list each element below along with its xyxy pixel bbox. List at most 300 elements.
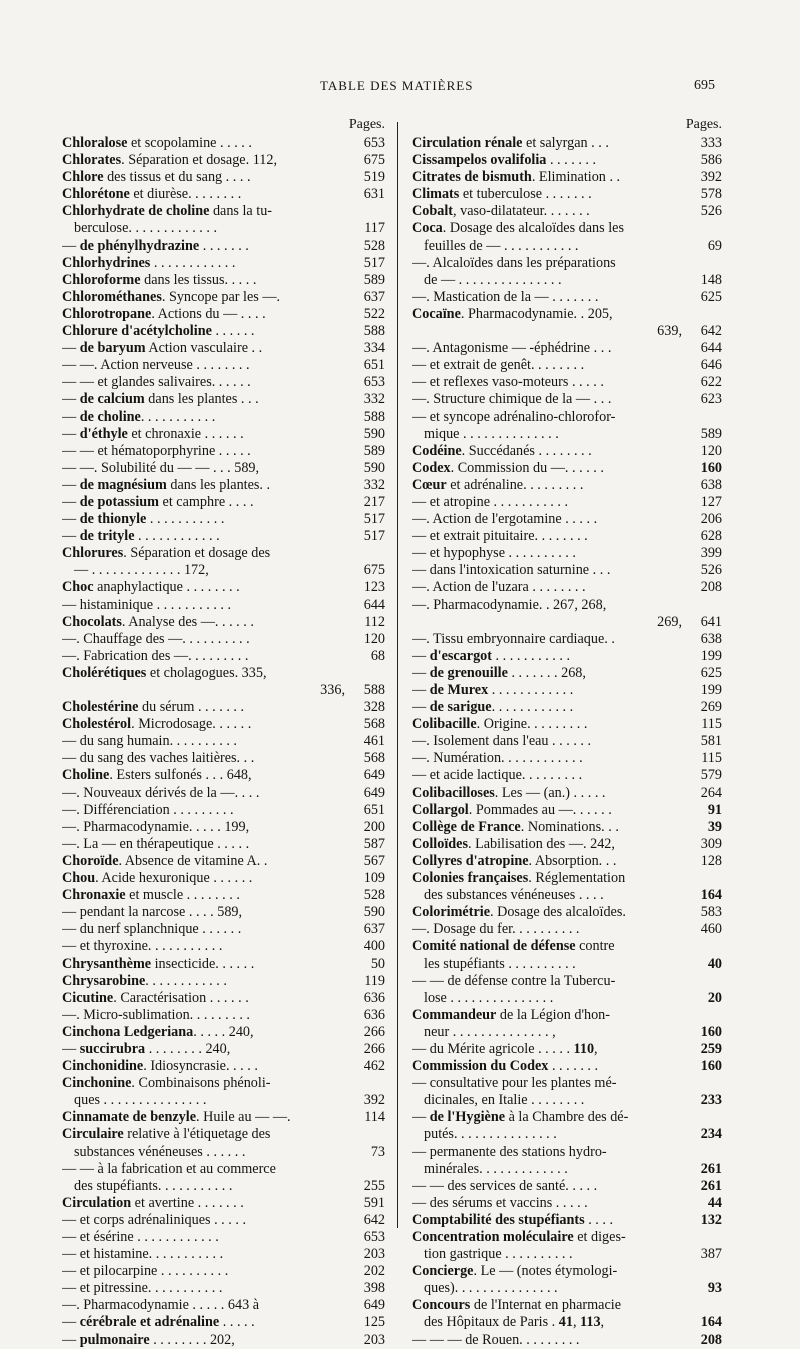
entry-text: Choline. Esters sulfonés . . . 648, (62, 767, 252, 784)
entry-text: — et extrait pituitaire. . . . . . . . (412, 528, 588, 545)
entry-text: — — et hématoporphyrine . . . . . (62, 442, 251, 459)
entry-page-number: 332 (361, 477, 385, 494)
entry-text: — et syncope adrénalino-chlorofor- (412, 408, 616, 425)
index-entry (412, 1041, 722, 1058)
entry-page-number: 590 (361, 904, 385, 921)
index-entry (412, 597, 722, 614)
entry-text: — d'éthyle et chronaxie . . . . . . (62, 425, 244, 442)
index-entry (412, 921, 722, 938)
index-entry (412, 220, 722, 237)
index-entry (412, 238, 722, 255)
entry-text: — et corps adrénaliniques . . . . . (62, 1211, 246, 1228)
entry-text: Codéine. Succédanés . . . . . . . . (412, 442, 592, 459)
entry-page-number: 578 (698, 186, 722, 203)
entry-page-number: 387 (698, 1246, 722, 1263)
index-entry (62, 1195, 385, 1212)
entry-page-number: 587 (361, 836, 385, 853)
entry-page-number: 581 (698, 733, 722, 750)
index-entry (62, 1246, 385, 1263)
entry-text: minérales. . . . . . . . . . . . . (424, 1160, 568, 1177)
index-entry (62, 1178, 385, 1195)
entry-page-number: 675 (361, 152, 385, 169)
entry-page-number: 115 (698, 716, 722, 733)
entry-text: —. Tissu embryonnaire cardiaque. . (412, 630, 615, 647)
entry-text: — permanente des stations hydro- (412, 1143, 607, 1160)
entry-text: — de l'Hygiène à la Chambre des dé- (412, 1109, 629, 1126)
entry-page-number: 93 (705, 1280, 722, 1297)
index-entry (412, 853, 722, 870)
entry-text: —. Action de l'ergotamine . . . . . (412, 511, 598, 528)
index-entry (412, 614, 722, 631)
entry-text: Cinchona Ledgeriana. . . . . 240, (62, 1023, 254, 1040)
index-entry (62, 870, 385, 887)
entry-text: Cicutine. Caractérisation . . . . . . (62, 989, 249, 1006)
entry-page-number: 625 (698, 289, 722, 306)
entry-text: Codex. Commission du —. . . . . . (412, 459, 604, 476)
index-entry (62, 1092, 385, 1109)
index-entry (62, 1280, 385, 1297)
entry-page-number: 233 (698, 1092, 722, 1109)
entry-text: Chrysanthème insecticide. . . . . . (62, 955, 255, 972)
entry-text: Cissampelos ovalifolia . . . . . . . (412, 152, 597, 169)
entry-text: — histaminique . . . . . . . . . . . (62, 596, 232, 613)
entry-page-number: 522 (361, 306, 385, 323)
entry-page-number: 588 (361, 409, 385, 426)
entry-text: des stupéfiants. . . . . . . . . . . (74, 1177, 233, 1194)
entry-page-number: 649 (361, 1297, 385, 1314)
entry-page-number: 259 (698, 1041, 722, 1058)
entry-page-number: 519 (361, 169, 385, 186)
index-entry (412, 1280, 722, 1297)
entry-text: ques . . . . . . . . . . . . . . . (74, 1092, 207, 1109)
page-number: 695 (694, 78, 715, 93)
index-entry (62, 665, 385, 682)
entry-page-number: 644 (698, 340, 722, 357)
index-entry (412, 1246, 722, 1263)
index-entry (412, 836, 722, 853)
index-entry (412, 1058, 722, 1075)
index-entry (412, 904, 722, 921)
column-divider (397, 122, 398, 1228)
entry-text: substances vénéneuses . . . . . . (74, 1143, 246, 1160)
entry-text: — pulmonaire . . . . . . . . 202, (62, 1331, 235, 1348)
entry-page-number: 636 (361, 1007, 385, 1024)
entry-page-number: 68 (368, 648, 385, 665)
entry-text: — et ésérine . . . . . . . . . . . . (62, 1229, 219, 1245)
entry-text: Chlore des tissus et du sang . . . . (62, 169, 251, 186)
entry-text: — et pilocarpine . . . . . . . . . . (62, 1263, 229, 1280)
index-entry (62, 887, 385, 904)
index-entry (62, 203, 385, 220)
entry-text: Chlorhydrate de choline dans la tu- (62, 203, 273, 220)
entry-page-number: 392 (698, 169, 722, 186)
entry-page-number: 50 (368, 956, 385, 973)
index-entry (62, 409, 385, 426)
entry-text: Commandeur de la Légion d'hon- (412, 1006, 611, 1023)
index-entry (412, 767, 722, 784)
index-entry (412, 887, 722, 904)
entry-text: Cœur et adrénaline. . . . . . . . . (412, 476, 584, 493)
entry-text: —. Isolement dans l'eau . . . . . . (412, 733, 592, 750)
entry-page-number: 120 (361, 631, 385, 648)
entry-page-number: 649 (361, 785, 385, 802)
entry-text: Colonies françaises. Réglementation (412, 870, 626, 887)
entry-text: dicinales, en Italie . . . . . . . . (424, 1092, 585, 1109)
index-entry (412, 409, 722, 426)
entry-page-number: 637 (361, 289, 385, 306)
entry-text: Colibacilloses. Les — (an.) . . . . . (412, 784, 606, 801)
index-entry (412, 682, 722, 699)
index-entry (62, 186, 385, 203)
entry-text: — — des services de santé. . . . . (412, 1177, 598, 1194)
index-entry (62, 323, 385, 340)
entry-page-number: 164 (698, 1314, 722, 1331)
index-entry (412, 460, 722, 477)
entry-text: feuilles de — . . . . . . . . . . . (424, 237, 579, 254)
index-entry-list (412, 135, 722, 1349)
entry-text: — du nerf splanchnique . . . . . . (62, 921, 242, 938)
entry-page-number: 517 (361, 255, 385, 272)
index-entry (412, 785, 722, 802)
entry-page-number: 638 (698, 477, 722, 494)
index-entry (412, 750, 722, 767)
index-entry (412, 990, 722, 1007)
entry-page-number: 651 (361, 357, 385, 374)
index-entry (412, 802, 722, 819)
entry-text: Comité national de défense contre (412, 938, 615, 955)
running-title: TABLE DES MATIÈRES (320, 78, 474, 93)
index-entry (412, 477, 722, 494)
index-entry (62, 340, 385, 357)
index-entry (62, 545, 385, 562)
index-entry (62, 1126, 385, 1143)
entry-text: —. Action de l'uzara . . . . . . . . (412, 579, 586, 596)
index-entry (62, 238, 385, 255)
index-entry (62, 938, 385, 955)
entry-page-number: 461 (361, 733, 385, 750)
entry-text: — de sarigue. . . . . . . . . . . . (412, 699, 574, 716)
index-entry (412, 255, 722, 272)
entry-text: —. Pharmacodynamie. . . . . 199, (62, 818, 250, 835)
entry-page-number: 399 (698, 545, 722, 562)
index-entry (62, 255, 385, 272)
entry-text: —. Pharmacodynamie . . . . . 643 à (62, 1297, 260, 1314)
index-entry (412, 1126, 722, 1143)
entry-page-number: 675 (361, 562, 385, 579)
entry-text: Commission du Codex . . . . . . . (412, 1058, 599, 1075)
index-entry (62, 562, 385, 579)
entry-text: Chlorotropane. Actions du — . . . . (62, 305, 266, 322)
entry-page-number: 114 (361, 1109, 385, 1126)
entry-text: — dans l'intoxication saturnine . . . (412, 562, 611, 579)
entry-text: —. Alcaloïdes dans les préparations (412, 254, 616, 271)
entry-page-number: 203 (361, 1246, 385, 1263)
index-entry (412, 186, 722, 203)
index-entry (412, 1263, 722, 1280)
entry-text: berculose. . . . . . . . . . . . . (74, 220, 218, 237)
entry-text: lose . . . . . . . . . . . . . . . (424, 989, 554, 1006)
index-entry (62, 802, 385, 819)
index-entry (62, 511, 385, 528)
index-entry (62, 819, 385, 836)
pages-column-label: Pages. (685, 117, 722, 132)
index-entry (62, 391, 385, 408)
entry-page-number: 642 (698, 323, 722, 340)
entry-page-number: 567 (361, 853, 385, 870)
entry-text: — succirubra . . . . . . . . 240, (62, 1040, 231, 1057)
entry-text: Cinchonine. Combinaisons phénoli- (62, 1075, 271, 1092)
index-entry (412, 665, 722, 682)
entry-text: —. Pharmacodynamie. . 267, 268, (412, 596, 607, 613)
entry-page-number: 638 (698, 631, 722, 648)
index-entry (412, 562, 722, 579)
entry-page-number: 160 (698, 1024, 722, 1041)
entry-text: — et histamine. . . . . . . . . . . (62, 1246, 224, 1263)
index-entry (62, 767, 385, 784)
entry-page-number: 73 (368, 1144, 385, 1161)
index-entry (62, 1144, 385, 1161)
index-entry (62, 597, 385, 614)
entry-text: Chlorométhanes. Syncope par les —. (62, 288, 281, 305)
entry-page-number: 148 (698, 272, 722, 289)
entry-page-number: 269 (698, 699, 722, 716)
entry-text: tion gastrique . . . . . . . . . . (424, 1246, 573, 1263)
entry-page-number: 160 (698, 460, 722, 477)
entry-page-number: 526 (698, 562, 722, 579)
entry-text: Collège de France. Nominations. . . (412, 818, 619, 835)
entry-text: Chlorates. Séparation et dosage. 112, (62, 152, 277, 169)
entry-page-number: 586 (698, 152, 722, 169)
entry-text: neur . . . . . . . . . . . . . . , (424, 1023, 556, 1040)
entry-page-number: 39 (705, 819, 722, 836)
entry-page-number: 642 (361, 1212, 385, 1229)
entry-page-number: 644 (361, 597, 385, 614)
entry-text: de — . . . . . . . . . . . . . . . (424, 271, 562, 288)
entry-text: Cinchonidine. Idiosyncrasie. . . . . (62, 1058, 258, 1075)
index-entry (412, 733, 722, 750)
entry-text: Circulation rénale et salyrgan . . . (412, 135, 609, 151)
entry-text: 269, (657, 613, 682, 630)
index-entry (412, 1195, 722, 1212)
entry-text: Colorimétrie. Dosage des alcaloïdes. (412, 904, 626, 921)
entry-page-number: 589 (698, 426, 722, 443)
entry-page-number: 117 (361, 220, 385, 237)
index-entry (62, 750, 385, 767)
index-entry (412, 426, 722, 443)
index-entry (412, 1092, 722, 1109)
entry-page-number: 199 (698, 682, 722, 699)
index-entry (412, 1332, 722, 1349)
entry-text: — et acide lactique. . . . . . . . . (412, 767, 583, 784)
entry-text: Colibacille. Origine. . . . . . . . . (412, 716, 588, 733)
entry-text: — — — de Rouen. . . . . . . . . (412, 1331, 580, 1348)
entry-text: Cholestérine du sérum . . . . . . . (62, 699, 245, 716)
entry-page-number: 91 (705, 802, 722, 819)
entry-page-number: 334 (361, 340, 385, 357)
index-entry (62, 1024, 385, 1041)
entry-page-number: 392 (361, 1092, 385, 1109)
entry-text: — de baryum Action vasculaire . . (62, 340, 263, 357)
entry-text: — de calcium dans les plantes . . . (62, 391, 259, 408)
entry-text: — du sang humain. . . . . . . . . . (62, 733, 237, 750)
entry-text: Chrysarobine. . . . . . . . . . . . (62, 972, 227, 989)
entry-text: —. Micro-sublimation. . . . . . . . . (62, 1006, 250, 1023)
entry-text: — du Mérite agricole . . . . . 110, (412, 1040, 598, 1057)
index-entry (412, 1109, 722, 1126)
entry-page-number: 628 (698, 528, 722, 545)
entry-text: — et thyroxine. . . . . . . . . . . (62, 938, 223, 955)
entry-text: —. La — en thérapeutique . . . . . (62, 835, 250, 852)
entry-text: —. Mastication de la — . . . . . . . (412, 288, 599, 305)
entry-page-number: 69 (705, 238, 722, 255)
entry-page-number: 526 (698, 203, 722, 220)
index-entry (62, 357, 385, 374)
entry-page-number: 517 (361, 528, 385, 545)
index-entry (62, 1007, 385, 1024)
index-entry (62, 648, 385, 665)
entry-text: Concentration moléculaire et diges- (412, 1229, 626, 1245)
entry-text: — et pitressine. . . . . . . . . . . (62, 1280, 223, 1297)
entry-text: Collyres d'atropine. Absorption. . . (412, 852, 617, 869)
entry-page-number: 123 (361, 579, 385, 596)
index-entry (412, 340, 722, 357)
entry-text: —. Différenciation . . . . . . . . . (62, 801, 234, 818)
entry-text: Chocolats. Analyse des —. . . . . . (62, 613, 254, 630)
index-entry (62, 443, 385, 460)
entry-text: —. Numération. . . . . . . . . . . . (412, 750, 583, 767)
index-entry (412, 648, 722, 665)
entry-text: — de potassium et camphre . . . . (62, 493, 254, 510)
entry-text: Chlorhydrines . . . . . . . . . . . . (62, 254, 236, 271)
entry-page-number: 200 (361, 819, 385, 836)
entry-page-number: 206 (698, 511, 722, 528)
entry-page-number: 208 (698, 1332, 722, 1349)
index-entry (412, 494, 722, 511)
entry-page-number: 590 (361, 426, 385, 443)
entry-text: Collargol. Pommades au —. . . . . . (412, 801, 612, 818)
entry-text: Concierge. Le — (notes étymologi- (412, 1263, 618, 1280)
index-entry (62, 1058, 385, 1075)
entry-page-number: 164 (698, 887, 722, 904)
index-entry (62, 682, 385, 699)
entry-page-number: 460 (698, 921, 722, 938)
entry-page-number: 309 (698, 836, 722, 853)
entry-page-number: 264 (698, 785, 722, 802)
index-entry (412, 357, 722, 374)
entry-page-number: 622 (698, 374, 722, 391)
index-entry-list (62, 135, 385, 1349)
entry-text: ques). . . . . . . . . . . . . . . (424, 1280, 558, 1297)
index-entry (412, 716, 722, 733)
entry-text: — de choline. . . . . . . . . . . (62, 408, 216, 425)
entry-page-number: 109 (361, 870, 385, 887)
entry-text: — de Murex . . . . . . . . . . . . (412, 682, 574, 698)
entry-page-number: 202 (361, 1263, 385, 1280)
entry-page-number: 646 (698, 357, 722, 374)
entry-text: — et atropine . . . . . . . . . . . (412, 493, 569, 510)
index-entry (412, 579, 722, 596)
index-entry (62, 1212, 385, 1229)
entry-text: — cérébrale et adrénaline . . . . . (62, 1314, 255, 1331)
index-entry (62, 494, 385, 511)
index-entry (412, 374, 722, 391)
index-entry (62, 528, 385, 545)
entry-page-number: 623 (698, 391, 722, 408)
entry-text: — pendant la narcose . . . . 589, (62, 904, 243, 921)
index-entry (412, 152, 722, 169)
index-entry (62, 836, 385, 853)
entry-text: mique . . . . . . . . . . . . . . (424, 425, 559, 442)
entry-page-number: 328 (361, 699, 385, 716)
entry-page-number: 398 (361, 1280, 385, 1297)
index-entry (412, 1144, 722, 1161)
entry-text: — de magnésium dans les plantes. . (62, 476, 271, 493)
entry-page-number: 266 (361, 1041, 385, 1058)
entry-page-number: 588 (361, 323, 385, 340)
index-entry (62, 477, 385, 494)
entry-page-number: 119 (361, 973, 385, 990)
entry-text: — de phénylhydrazine . . . . . . . (62, 237, 249, 254)
entry-page-number: 125 (361, 1314, 385, 1331)
entry-page-number: 266 (361, 1024, 385, 1041)
index-entry (412, 699, 722, 716)
index-entry (412, 1024, 722, 1041)
entry-text: — et reflexes vaso-moteurs . . . . . (412, 374, 604, 391)
index-entry (62, 1161, 385, 1178)
entry-text: putés. . . . . . . . . . . . . . . (424, 1126, 557, 1143)
entry-page-number: 651 (361, 802, 385, 819)
entry-page-number: 40 (705, 956, 722, 973)
entry-page-number: 591 (361, 1195, 385, 1212)
index-entry (412, 545, 722, 562)
index-entry (412, 135, 722, 152)
entry-text: Chloroforme dans les tissus. . . . . (62, 271, 257, 288)
index-entry (412, 870, 722, 887)
index-entry (62, 733, 385, 750)
index-entry (412, 1075, 722, 1092)
index-entry (62, 614, 385, 631)
entry-text: — consultative pour les plantes mé- (412, 1075, 617, 1092)
entry-text: Chlorures. Séparation et dosage des (62, 545, 271, 562)
entry-page-number: 203 (361, 1332, 385, 1349)
entry-text: — de thionyle . . . . . . . . . . . (62, 511, 225, 528)
entry-page-number: 20 (705, 990, 722, 1007)
entry-text: Cobalt, vaso-dilatateur. . . . . . . (412, 203, 590, 220)
index-entry (412, 203, 722, 220)
index-entry (412, 973, 722, 990)
entry-text: Chou. Acide hexuronique . . . . . . (62, 870, 253, 887)
index-entry (62, 1263, 385, 1280)
index-entry (412, 1161, 722, 1178)
page-header (55, 76, 715, 98)
entry-page-number: 44 (705, 1195, 722, 1212)
entry-page-number: 528 (361, 887, 385, 904)
index-entry (412, 391, 722, 408)
entry-page-number: 590 (361, 460, 385, 477)
entry-text: Climats et tuberculose . . . . . . . (412, 186, 592, 203)
index-entry (412, 631, 722, 648)
entry-page-number: 583 (698, 904, 722, 921)
index-entry (412, 323, 722, 340)
index-entry (62, 716, 385, 733)
index-entry (62, 956, 385, 973)
index-entry (62, 904, 385, 921)
index-entry (62, 1109, 385, 1126)
entry-page-number: 568 (361, 716, 385, 733)
entry-page-number: 589 (361, 272, 385, 289)
entry-text: Chlorétone et diurèse. . . . . . . . (62, 186, 242, 203)
entry-page-number: 589 (361, 443, 385, 460)
